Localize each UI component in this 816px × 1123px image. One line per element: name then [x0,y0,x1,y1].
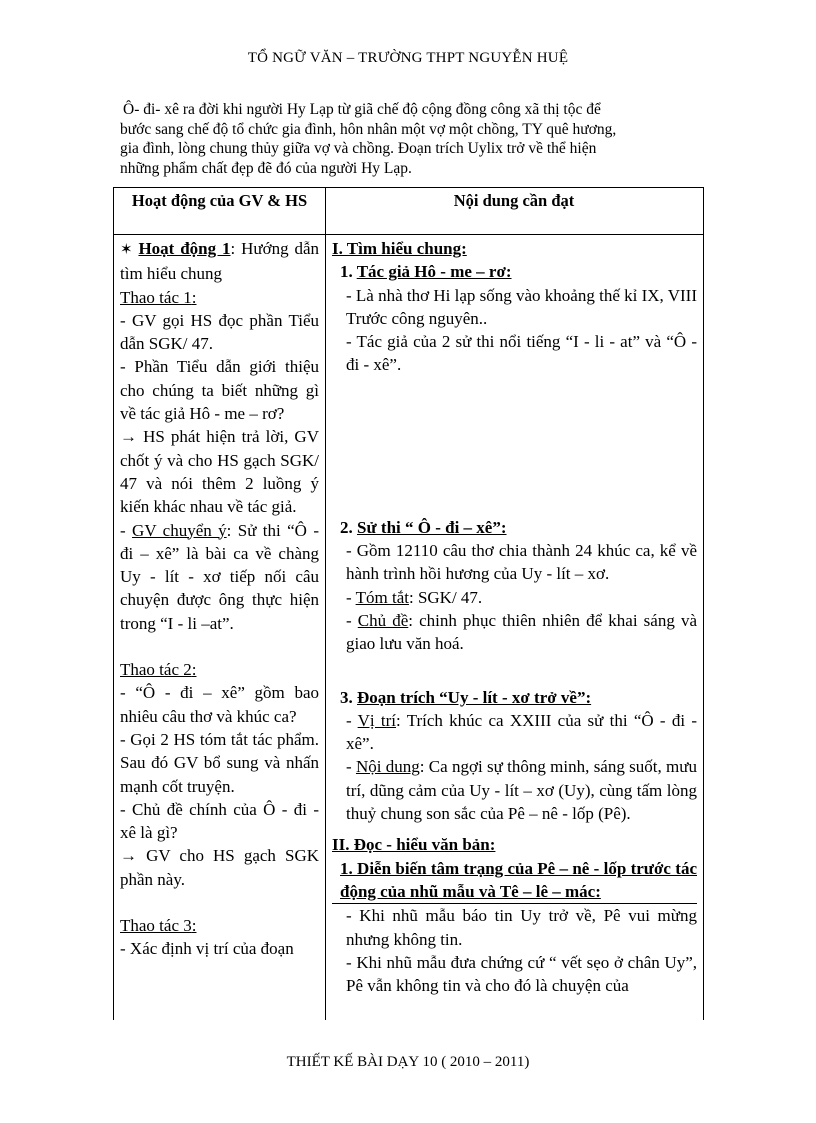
section-1-3-title: 3. Đoạn trích “Uy - lít - xơ trở về”: [340,687,592,707]
section-1-title: I. Tìm hiểu chung: [332,239,467,258]
position-label: Vị trí [357,710,397,730]
section-2-1-item: - Khi nhũ mẫu báo tin Uy trở về, Pê vui mừng nhưng không tin. [346,906,697,949]
section-1-1-title: 1. Tác giả Hô - me – rơ: [340,262,512,282]
header-teacher-student-activities: Hoạt động của GV & HS [131,191,308,210]
activity-1-heading [120,237,319,286]
step-1-item: - GV gọi HS đọc phần Tiểu dẫn SGK/ 47. [120,310,319,354]
table-header-row [114,188,703,235]
section-2-title: II. Đọc - hiểu văn bản: [332,835,496,855]
position-line: - Vị trí: Trích khúc ca XXIII của sử thi “Ô - đi - xê”. [346,710,698,754]
step-2-item: - Chủ đề chính của Ô - đi - xê là gì? [120,799,319,843]
summary-line: - Tóm tắt: SGK/ 47. [346,587,483,607]
star-icon: ✶ [120,242,133,258]
step-2-item: → GV cho HS gạch SGK phần này. [120,846,319,889]
section-1-1-item: - Tác giả của 2 sử thi nổi tiếng “I - li - at” và “Ô - đi - xê”. [346,332,697,375]
transition-note: - GV chuyển ý: Sử thi “Ô - đi – xê” là bài ca về chàng Uy - lít - xơ tiếp nối câu chuyện được ông thực hiện trong “I - li –at”. [120,520,319,633]
intro-line: bước sang chế độ tổ chức gia đình, hôn nhân một vợ một chồng, TY quê hương, [120,120,617,138]
header-required-content: Nội dung cần đạt [453,191,575,210]
theme-line: - Chủ đề: chinh phục thiên nhiên để khai sáng và giao lưu văn hoá. [346,610,697,654]
step-3-item: - Xác định vị trí của đoạn [120,939,294,959]
step-1-item: → HS phát hiện trả lời, GV chốt ý và cho HS gạch SGK/ 47 và nói thêm 2 luồng ý kiến khác nhau về tác giả. [120,427,319,517]
content-column [325,235,703,997]
step-2-item: - Gọi 2 HS tóm tắt tác phẩm. Sau đó GV bổ sung và nhấn mạnh cốt truyện. [120,729,319,796]
step-1-item: - Phần Tiểu dẫn giới thiệu cho chúng ta biết những gì về tác giả Hô - me – rơ? [120,357,319,424]
step-2-title: Thao tác 2: [120,660,197,680]
table-body-row [114,235,703,997]
activities-column [114,235,325,997]
intro-line: gia đình, lòng chung thủy giữa vợ và chồng. Đoạn trích Uylix trở về thể hiện [120,140,597,157]
section-1-2-title: 2. Sử thi “ Ô - đi – xê”: [340,517,507,537]
transition-text: : Sử thi “Ô - đi – xê” là bài ca về chàng Uy - lít - xơ tiếp nối câu chuyện được ông thực hiện trong “I - li –at”. [120,520,319,633]
step-3-title: Thao tác 3: [120,916,197,936]
theme-label: Chủ đề [357,610,409,630]
intro-line: những phẩm chất đẹp đẽ đó của người Hy Lạp. [120,159,412,177]
section-1-2-item: - Gồm 12110 câu thơ chia thành 24 khúc ca, kể về hành trình hồi hương của Uy - lít – xơ. [346,541,697,584]
transition-label: GV chuyển ý [132,520,227,540]
lesson-table [113,187,704,1020]
section-1-1-item: - Là nhà thơ Hi lạp sống vào khoảng thế kỉ IX, VIII Trước công nguyên.. [346,285,697,328]
step-1-title: Thao tác 1: [120,287,197,307]
section-2-1-title: 1. Diễn biến tâm trạng của Pê – nê - lốp trước tác động của nhũ mẫu và Tê – lê – mác: [332,857,697,905]
content-line: - Nội dung: Ca ngợi sự thông minh, sáng suốt, mưu trí, dũng cảm của Uy - lít – xơ (Uy), cùng tấm lòng thuỷ chung son sắc của Pê – nê - lốp (Pê). [346,757,697,824]
page-footer: THIẾT KẾ BÀI DẠY 10 ( 2010 – 2011) [286,1054,530,1070]
step-2-item: - “Ô - đi – xê” gồm bao nhiêu câu thơ và khúc ca? [120,683,319,726]
activity-1-title: Hoạt động 1 [138,239,231,258]
section-2-1-item: - Khi nhũ mẫu đưa chứng cứ “ vết sẹo ở chân Uy”, Pê vẫn không tin và cho đó là chuyện của [346,952,697,996]
content-label: Nội dung [355,757,420,777]
page-header: TỔ NGỮ VĂN – TRƯỜNG THPT NGUYỄN HUỆ [247,50,569,66]
summary-label: Tóm tắt [355,587,409,607]
intro-paragraph [120,100,700,178]
activity-1-desc: : Hướng dẫn tìm hiểu chung [120,239,319,284]
intro-line: Ô- đi- xê ra đời khi người Hy Lạp từ giã chế độ cộng đồng công xã thị tộc để [123,101,601,118]
